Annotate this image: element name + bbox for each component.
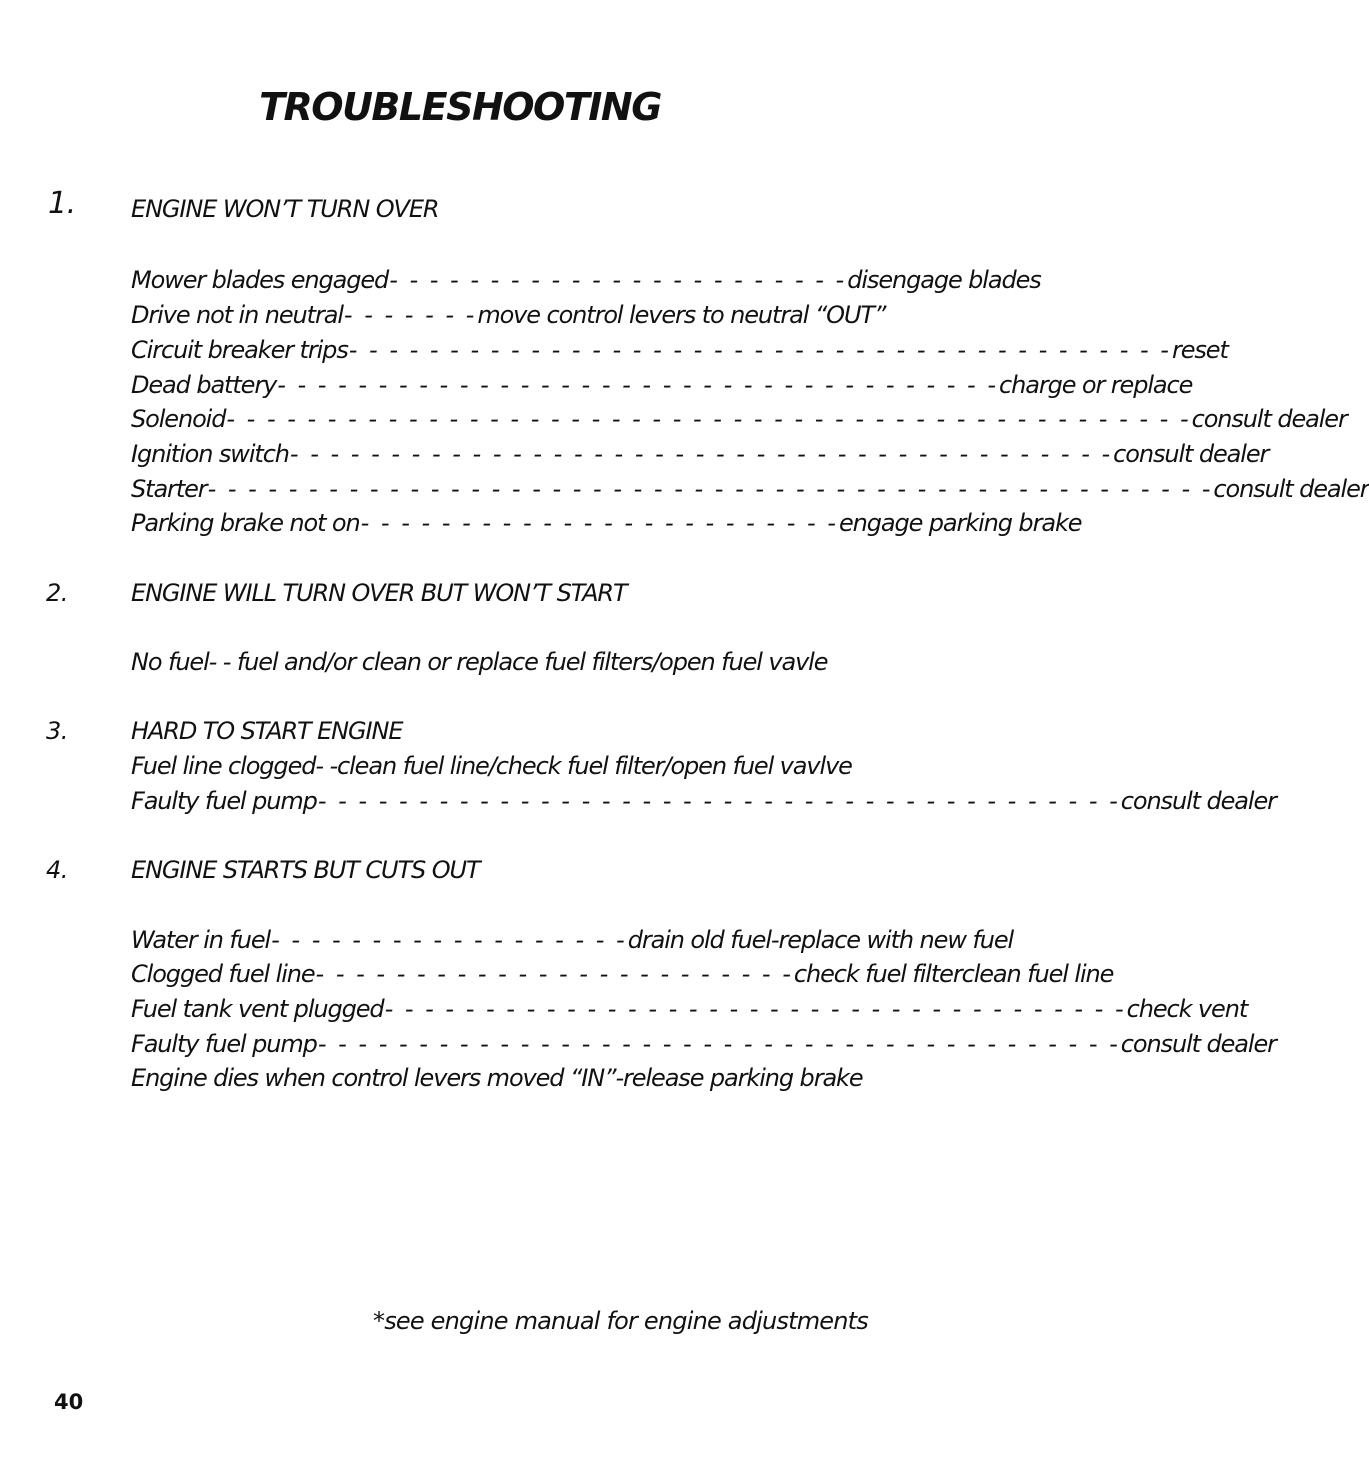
section-1-number: 1. <box>48 186 76 221</box>
troubleshoot-row: Engine dies when control levers moved “IN”-release parking brake <box>131 1064 863 1092</box>
remedy-text: charge or replace <box>999 371 1193 399</box>
cause-text: Starter <box>131 475 207 503</box>
leader-dashes: - - - - - - - - - - - - - - - - - - - - - - - - - - - - - - - - - - - - - - - - - - - - - - - - - - <box>207 475 1213 503</box>
troubleshoot-row: No fuel- - fuel and/or clean or replace fuel filters/open fuel vavle <box>131 648 828 676</box>
remedy-text: move control levers to neutral “OUT” <box>477 301 886 329</box>
cause-text: Ignition switch <box>131 440 289 468</box>
troubleshoot-row <box>131 370 1193 400</box>
troubleshoot-row <box>131 925 1014 955</box>
troubleshoot-row: Fuel line clogged- -clean fuel line/check fuel filter/open fuel vavlve <box>131 752 852 780</box>
troubleshoot-row <box>131 335 1228 365</box>
leader-dashes: - - - - - - - - - - - - - - - - - - <box>271 926 627 954</box>
cause-text: Faulty fuel pump <box>131 1030 317 1058</box>
leader-dashes: - - - - - - - - - - - - - - - - - - - - - - - - <box>315 960 793 988</box>
troubleshoot-row <box>131 474 1369 504</box>
leader-dashes: - - - - - - - - - - - - - - - - - - - - - - - - - - - - - - - - - - - - - - - - - <box>289 440 1113 468</box>
remedy-text: consult dealer <box>1213 475 1369 503</box>
leader-dashes: - - - - - - - - - - - - - - - - - - - - - - - - - - - - - - - - - - - - - - - - - - - - - - - - <box>226 405 1191 433</box>
cause-text: Parking brake not on <box>131 509 360 537</box>
section-4-number: 4. <box>46 856 68 884</box>
section-2-heading: ENGINE WILL TURN OVER BUT WON’T START <box>131 579 627 607</box>
troubleshoot-row <box>131 300 886 330</box>
remedy-text: consult dealer <box>1113 440 1269 468</box>
cause-text: Solenoid <box>131 405 226 433</box>
remedy-text: check vent <box>1126 995 1248 1023</box>
troubleshoot-row <box>131 994 1248 1024</box>
remedy-text: consult dealer <box>1191 405 1347 433</box>
cause-text: Clogged fuel line <box>131 960 315 988</box>
troubleshoot-row <box>131 959 1114 989</box>
leader-dashes: - - - - - - - - - - - - - - - - - - - - - - - <box>389 266 847 294</box>
leader-dashes: - - - - - - - - - - - - - - - - - - - - - - - - - - - - - - - - - - - - - <box>384 995 1126 1023</box>
leader-dashes: - - - - - - - - - - - - - - - - - - - - - - - - <box>360 509 838 537</box>
footnote: *see engine manual for engine adjustments <box>373 1307 868 1335</box>
remedy-text: check fuel filterclean fuel line <box>793 960 1114 988</box>
leader-dashes: - - - - - - - - - - - - - - - - - - - - - - - - - - - - - - - - - - - - - - - - - <box>348 336 1171 364</box>
section-2-number: 2. <box>46 579 68 607</box>
page-number: 40 <box>54 1390 84 1414</box>
cause-text: Fuel tank vent plugged <box>131 995 384 1023</box>
section-1-heading: ENGINE WON’T TURN OVER <box>131 195 439 223</box>
troubleshoot-row <box>131 508 1082 538</box>
leader-dashes: - - - - - - - <box>343 301 477 329</box>
troubleshoot-row <box>131 439 1269 469</box>
remedy-text: drain old fuel-replace with new fuel <box>627 926 1014 954</box>
page-title: TROUBLESHOOTING <box>259 85 661 129</box>
leader-dashes: - - - - - - - - - - - - - - - - - - - - - - - - - - - - - - - - - - - - - - - - <box>317 1030 1120 1058</box>
troubleshoot-row <box>131 404 1347 434</box>
troubleshoot-row <box>131 786 1276 816</box>
remedy-text: engage parking brake <box>838 509 1082 537</box>
cause-text: Drive not in neutral <box>131 301 343 329</box>
remedy-text: consult dealer <box>1120 1030 1276 1058</box>
troubleshoot-row <box>131 265 1041 295</box>
cause-text: Faulty fuel pump <box>131 787 317 815</box>
leader-dashes: - - - - - - - - - - - - - - - - - - - - - - - - - - - - - - - - - - - - <box>277 371 998 399</box>
cause-text: Circuit breaker trips <box>131 336 348 364</box>
remedy-text: disengage blades <box>847 266 1041 294</box>
section-3-number: 3. <box>46 717 68 745</box>
cause-text: Mower blades engaged <box>131 266 389 294</box>
remedy-text: consult dealer <box>1120 787 1276 815</box>
cause-text: Dead battery <box>131 371 277 399</box>
section-3-heading: HARD TO START ENGINE <box>131 717 403 745</box>
troubleshoot-row <box>131 1029 1276 1059</box>
cause-text: Water in fuel <box>131 926 271 954</box>
section-4-heading: ENGINE STARTS BUT CUTS OUT <box>131 856 480 884</box>
remedy-text: reset <box>1171 336 1228 364</box>
leader-dashes: - - - - - - - - - - - - - - - - - - - - - - - - - - - - - - - - - - - - - - - - <box>317 787 1120 815</box>
